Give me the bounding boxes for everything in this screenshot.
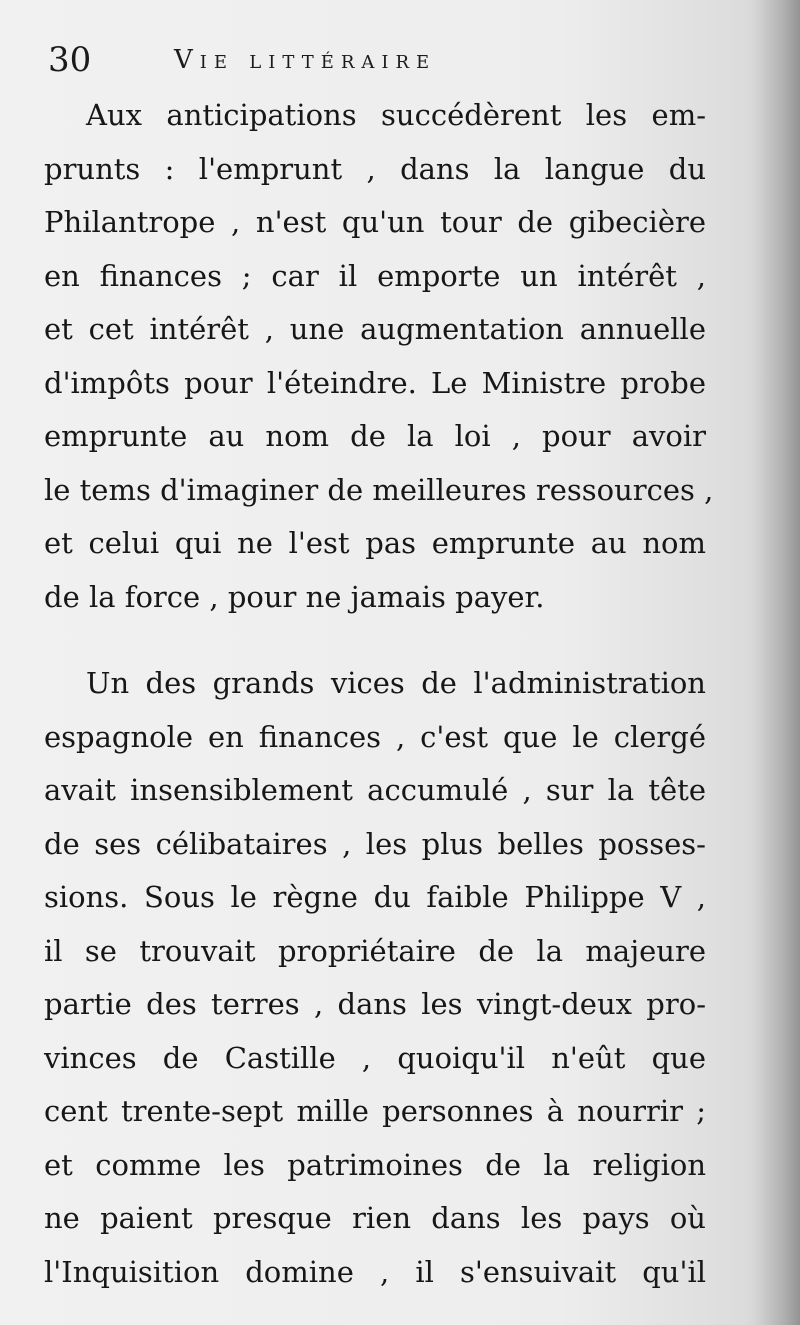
- text-line: et celui qui ne l'est pas emprunte au nom: [44, 526, 706, 560]
- page-header: [48, 36, 748, 86]
- text-line: emprunte au nom de la loi , pour avoir: [44, 419, 706, 453]
- text-line: prunts : l'emprunt , dans la langue du: [44, 151, 706, 186]
- text-line: de la force , pour ne jamais payer.: [44, 579, 545, 614]
- text-line: d'impôts pour l'éteindre. Le Ministre probe: [44, 365, 706, 400]
- page-edge-shadow: [755, 0, 800, 1325]
- text-line: avait insensiblement accumulé , sur la tête: [44, 773, 706, 807]
- text-line: ne paient presque rien dans les pays où: [44, 1201, 706, 1235]
- text-line: vinces de Castille , quoiqu'il n'eût que: [44, 1040, 706, 1075]
- paragraph-1: [44, 89, 714, 624]
- text-line: partie des terres , dans les vingt-deux pro-: [44, 987, 706, 1021]
- text-line: Philantrope , n'est qu'un tour de gibecière: [44, 205, 706, 239]
- text-line: espagnole en finances , c'est que le clergé: [44, 719, 706, 754]
- text-line: en finances ; car il emporte un intérêt ,: [44, 258, 706, 293]
- running-title: Vie littéraire: [174, 45, 437, 75]
- text-line: et cet intérêt , une augmentation annuelle: [44, 312, 706, 346]
- paragraph-2: [44, 657, 706, 1299]
- text-line: l'Inquisition domine , il s'ensuivait qu'il: [44, 1254, 706, 1289]
- text-line: de ses célibataires , les plus belles posses-: [44, 826, 706, 861]
- text-line: et comme les patrimoines de la religion: [44, 1147, 706, 1182]
- text-line: il se trouvait propriétaire de la majeure: [44, 933, 706, 968]
- page-number: 30: [48, 40, 92, 80]
- text-line: Un des grands vices de l'administration: [86, 666, 706, 700]
- text-line: cent trente-sept mille personnes à nourrir ;: [44, 1094, 706, 1128]
- text-line: Aux anticipations succédèrent les em-: [86, 98, 706, 132]
- text-line: le tems d'imaginer de meilleures ressources ,: [44, 472, 714, 507]
- text-line: sions. Sous le règne du faible Philippe V ,: [44, 880, 706, 914]
